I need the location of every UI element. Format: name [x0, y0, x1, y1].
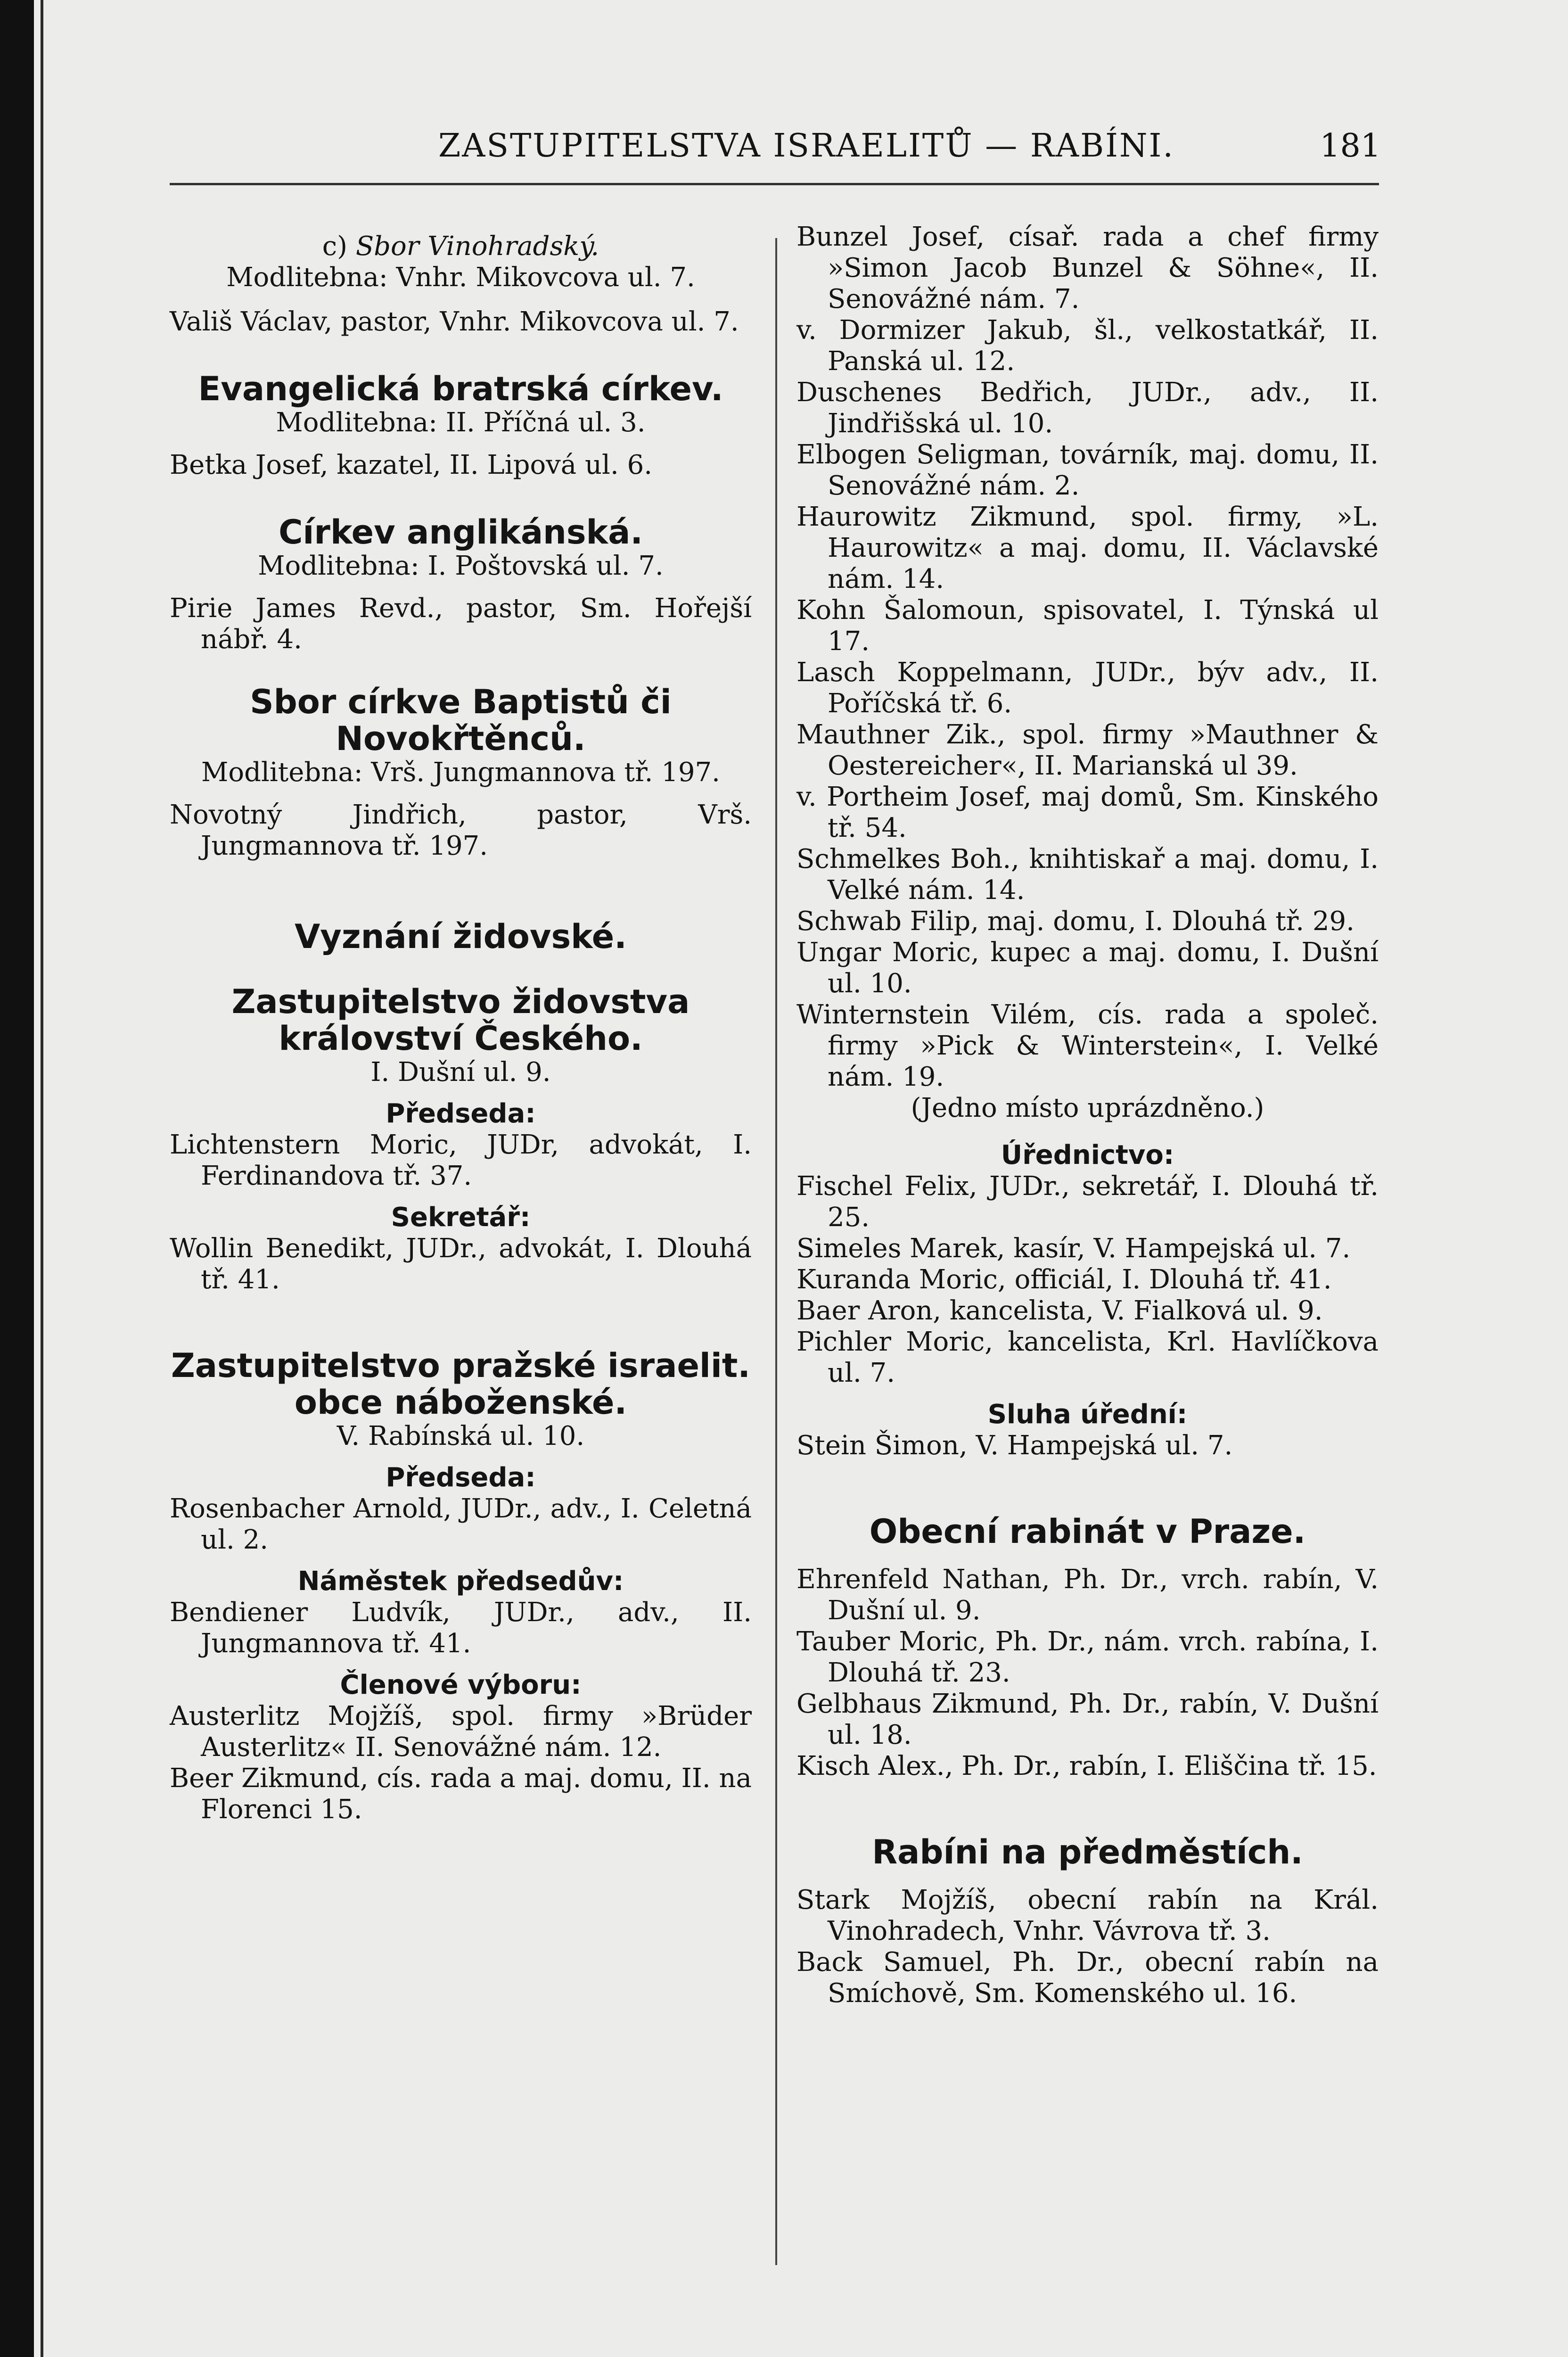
- list-item: v. Dormizer Jakub, šl., velkostatkář, II. Panská ul. 12.: [796, 315, 1379, 377]
- list-item: Fischel Felix, JUDr., sekretář, I. Dlouhá tř. 25.: [796, 1171, 1379, 1233]
- list-item: Tauber Moric, Ph. Dr., nám. vrch. rabína, I. Dlouhá tř. 23.: [796, 1626, 1379, 1688]
- binding-edge: [0, 0, 34, 2357]
- list-item: Pichler Moric, kancelista, Krl. Havlíčkova ul. 7.: [796, 1327, 1379, 1388]
- entry-list: [796, 1564, 1379, 1782]
- entry-list: [170, 593, 752, 655]
- section-heading: Církev anglikánská.: [279, 513, 643, 552]
- section-heading: Sbor církve Baptistů či Novokřtěnců.: [250, 683, 672, 758]
- entry-list: [796, 1885, 1379, 2009]
- list-item: Schwab Filip, maj. domu, I. Dlouhá tř. 29.: [796, 906, 1355, 937]
- section-place: I. Dušní ul. 9.: [370, 1057, 551, 1088]
- list-item: Austerlitz Mojžíš, spol. firmy »Brüder Austerlitz« II. Senovážné nám. 12.: [170, 1701, 752, 1763]
- list-item: Kohn Šalomoun, spisovatel, I. Týnská ul 17.: [796, 595, 1379, 657]
- list-item: Bendiener Ludvík, JUDr., adv., II. Jungmannova tř. 41.: [170, 1597, 752, 1659]
- list-item: Kisch Alex., Ph. Dr., rabín, I. Eliščina tř. 15.: [796, 1751, 1377, 1781]
- entry-list: [170, 450, 752, 481]
- role-heading: Sekretář:: [391, 1202, 531, 1233]
- entry-list: [796, 1171, 1379, 1389]
- role-heading: Úřednictvo:: [1001, 1140, 1174, 1170]
- entry-list: [170, 306, 752, 338]
- page-header: [438, 127, 1381, 179]
- list-item: Pirie James Revd., pastor, Sm. Hořejší nábř. 4.: [170, 593, 752, 655]
- list-item: Lichtenstern Moric, JUDr, advokát, I. Ferdinandova tř. 37.: [170, 1129, 752, 1191]
- section-place: Modlitebna: Vnhr. Mikovcova ul. 7.: [226, 262, 695, 293]
- section-heading: Obecní rabinát v Praze.: [869, 1512, 1306, 1551]
- section-heading: Rabíni na předměstích.: [872, 1833, 1303, 1871]
- list-item: Elbogen Seligman, továrník, maj. domu, II. Senovážné nám. 2.: [796, 439, 1379, 501]
- list-item: Winternstein Vilém, cís. rada a společ. firmy »Pick & Winterstein«, I. Velké nám. 19.: [796, 999, 1379, 1092]
- entry-list: [170, 799, 752, 862]
- page-number: 181: [1320, 127, 1381, 165]
- section-title: Sbor Vinohradský.: [355, 231, 599, 262]
- section-place: Modlitebna: Vrš. Jungmannova tř. 197.: [201, 757, 720, 788]
- header-rule: [170, 183, 1379, 185]
- list-item: Lasch Koppelmann, JUDr., býv adv., II. Poříčská tř. 6.: [796, 657, 1379, 719]
- list-item: Back Samuel, Ph. Dr., obecní rabín na Smíchově, Sm. Komenského ul. 16.: [796, 1947, 1379, 2009]
- section-letter: c): [322, 231, 356, 262]
- column-divider: [775, 238, 777, 2265]
- role-heading: Náměstek předsedův:: [297, 1566, 624, 1597]
- list-item: Duschenes Bedřich, JUDr., adv., II. Jindřišská ul. 10.: [796, 377, 1379, 439]
- list-item: Ungar Moric, kupec a maj. domu, I. Dušní ul. 10.: [796, 937, 1379, 999]
- role-heading: Sluha úřední:: [987, 1399, 1188, 1430]
- list-item: Novotný Jindřich, pastor, Vrš. Jungmannova tř. 197.: [170, 799, 752, 861]
- section-heading: Zastupitelstvo židovstva království Českého.: [231, 982, 690, 1058]
- list-item: Beer Zikmund, cís. rada a maj. domu, II. na Florenci 15.: [170, 1763, 752, 1825]
- list-item: Rosenbacher Arnold, JUDr., adv., I. Celetná ul. 2.: [170, 1493, 752, 1555]
- entry-list: [170, 1129, 752, 1192]
- section-place: V. Rabínská ul. 10.: [337, 1421, 585, 1451]
- list-item: Ehrenfeld Nathan, Ph. Dr., vrch. rabín, V. Dušní ul. 9.: [796, 1564, 1379, 1626]
- left-column: [170, 222, 752, 1825]
- binding-line: [41, 0, 43, 2357]
- list-item: Stein Šimon, V. Hampejská ul. 7.: [796, 1430, 1233, 1461]
- list-item: Gelbhaus Zikmund, Ph. Dr., rabín, V. Dušní ul. 18.: [796, 1689, 1379, 1750]
- list-item: Mauthner Zik., spol. firmy »Mauthner & Oestereicher«, II. Marianská ul 39.: [796, 719, 1379, 781]
- list-item: Betka Josef, kazatel, II. Lipová ul. 6.: [170, 450, 652, 480]
- role-heading: Předseda:: [386, 1098, 536, 1129]
- list-item: Schmelkes Boh., knihtiskař a maj. domu, I. Velké nám. 14.: [796, 844, 1379, 906]
- list-item: Bunzel Josef, císař. rada a chef firmy »Simon Jacob Bunzel & Söhne«, II. Senovážné nám. 7.: [796, 222, 1379, 314]
- section-heading: Zastupitelstvo pražské israelit. obce náboženské.: [171, 1346, 750, 1422]
- entry-list: [796, 222, 1379, 1093]
- entry-list: [170, 1701, 752, 1825]
- vacancy-note: (Jedno místo uprázdněno.): [911, 1093, 1264, 1123]
- entry-list: [170, 1233, 752, 1295]
- running-title: ZASTUPITELSTVA ISRAELITŮ — RABÍNI.: [438, 127, 1174, 165]
- list-item: Haurowitz Zikmund, spol. firmy, »L. Haurowitz« a maj. domu, II. Václavské nám. 14.: [796, 502, 1379, 594]
- role-heading: Členové výboru:: [340, 1670, 582, 1700]
- entry-list: [170, 1493, 752, 1556]
- role-heading: Předseda:: [386, 1462, 536, 1493]
- list-item: Stark Mojžíš, obecní rabín na Král. Vinohradech, Vnhr. Vávrova tř. 3.: [796, 1885, 1379, 1946]
- entry-list: [170, 1597, 752, 1659]
- list-item: Kuranda Moric, officiál, I. Dlouhá tř. 41.: [796, 1264, 1332, 1295]
- right-column: [796, 222, 1379, 2009]
- list-item: Wollin Benedikt, JUDr., advokát, I. Dlouhá tř. 41.: [170, 1233, 752, 1295]
- section-heading: Evangelická bratrská církev.: [198, 370, 723, 408]
- section-heading: Vyznání židovské.: [295, 917, 627, 956]
- list-item: Baer Aron, kancelista, V. Fialková ul. 9.: [796, 1295, 1323, 1326]
- entry-list: [796, 1430, 1379, 1461]
- section-label: [170, 231, 752, 262]
- section-place: Modlitebna: I. Poštovská ul. 7.: [258, 551, 664, 581]
- section-place: Modlitebna: II. Příčná ul. 3.: [276, 407, 646, 438]
- list-item: v. Portheim Josef, maj domů, Sm. Kinského tř. 54.: [796, 782, 1379, 843]
- list-item: Vališ Václav, pastor, Vnhr. Mikovcova ul. 7.: [170, 306, 739, 337]
- list-item: Simeles Marek, kasír, V. Hampejská ul. 7.: [796, 1233, 1351, 1264]
